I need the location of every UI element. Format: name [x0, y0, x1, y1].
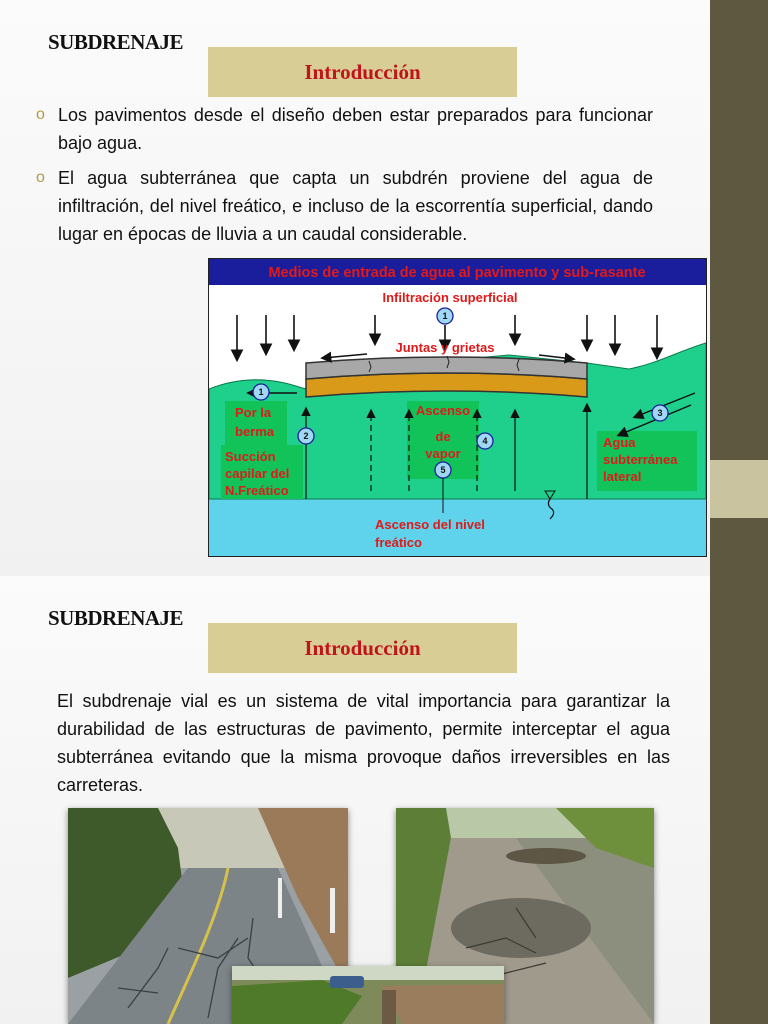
svg-text:2: 2 — [303, 431, 309, 441]
svg-text:4: 4 — [482, 436, 488, 446]
svg-text:1: 1 — [258, 387, 264, 397]
slide-title: SUBDRENAJE — [48, 30, 184, 54]
water-entry-diagram — [208, 258, 707, 557]
bullet-marker-icon: o — [36, 106, 45, 123]
label-succion-3: N.Freático — [225, 483, 289, 498]
svg-text:3: 3 — [657, 408, 663, 418]
bullet-text: Los pavimentos desde el diseño deben estar preparados para funcionar bajo agua. — [58, 105, 653, 153]
sidebar-accent-block — [710, 460, 768, 518]
label-berma-2: berma — [235, 424, 275, 439]
svg-text:1: 1 — [442, 311, 448, 321]
section-banner-label: Introducción — [304, 59, 421, 84]
label-ascenso-1: Ascenso — [415, 403, 471, 418]
section-banner-label: Introducción — [304, 635, 421, 660]
bullet-item — [36, 164, 653, 248]
svg-text:5: 5 — [440, 465, 446, 475]
excavation-photo — [232, 966, 504, 1024]
diagram-header-text: Medios de entrada de agua al pavimento y sub-rasante — [268, 265, 646, 281]
bullet-item — [36, 101, 653, 157]
label-ascenso-3: vapor — [425, 446, 461, 461]
slide-title: SUBDRENAJE — [48, 606, 184, 630]
label-nivel-1: Ascenso del nivel — [375, 517, 485, 532]
slide-2 — [0, 576, 710, 1024]
label-agua-1: Agua — [603, 435, 636, 450]
section-banner — [208, 47, 517, 97]
label-juntas: Juntas y grietas — [395, 340, 495, 355]
intro-paragraph: El subdrenaje vial es un sistema de vital importancia para garantizar la durabilidad de las estructuras de pavimento, permite interceptar el agua subterránea evitando que la misma provoque daños irreversibles en las carreteras. — [57, 691, 670, 795]
label-infiltracion: Infiltración superficial — [382, 290, 518, 305]
label-agua-2: subterránea — [603, 452, 678, 467]
label-berma-1: Por la — [235, 405, 272, 420]
label-succion-1: Succión — [225, 449, 276, 464]
label-ascenso-2: de — [435, 429, 451, 444]
label-nivel-2: freático — [375, 535, 422, 550]
label-agua-3: lateral — [603, 469, 642, 484]
section-banner — [208, 623, 517, 673]
bullet-marker-icon: o — [36, 169, 45, 186]
bullet-text: El agua subterránea que capta un subdrén proviene del agua de infiltración, del nivel freático, e incluso de la escorrentía superficial, dando lugar en épocas de lluvia a un caudal considerable. — [58, 168, 653, 244]
label-succion-2: capilar del — [225, 466, 290, 481]
